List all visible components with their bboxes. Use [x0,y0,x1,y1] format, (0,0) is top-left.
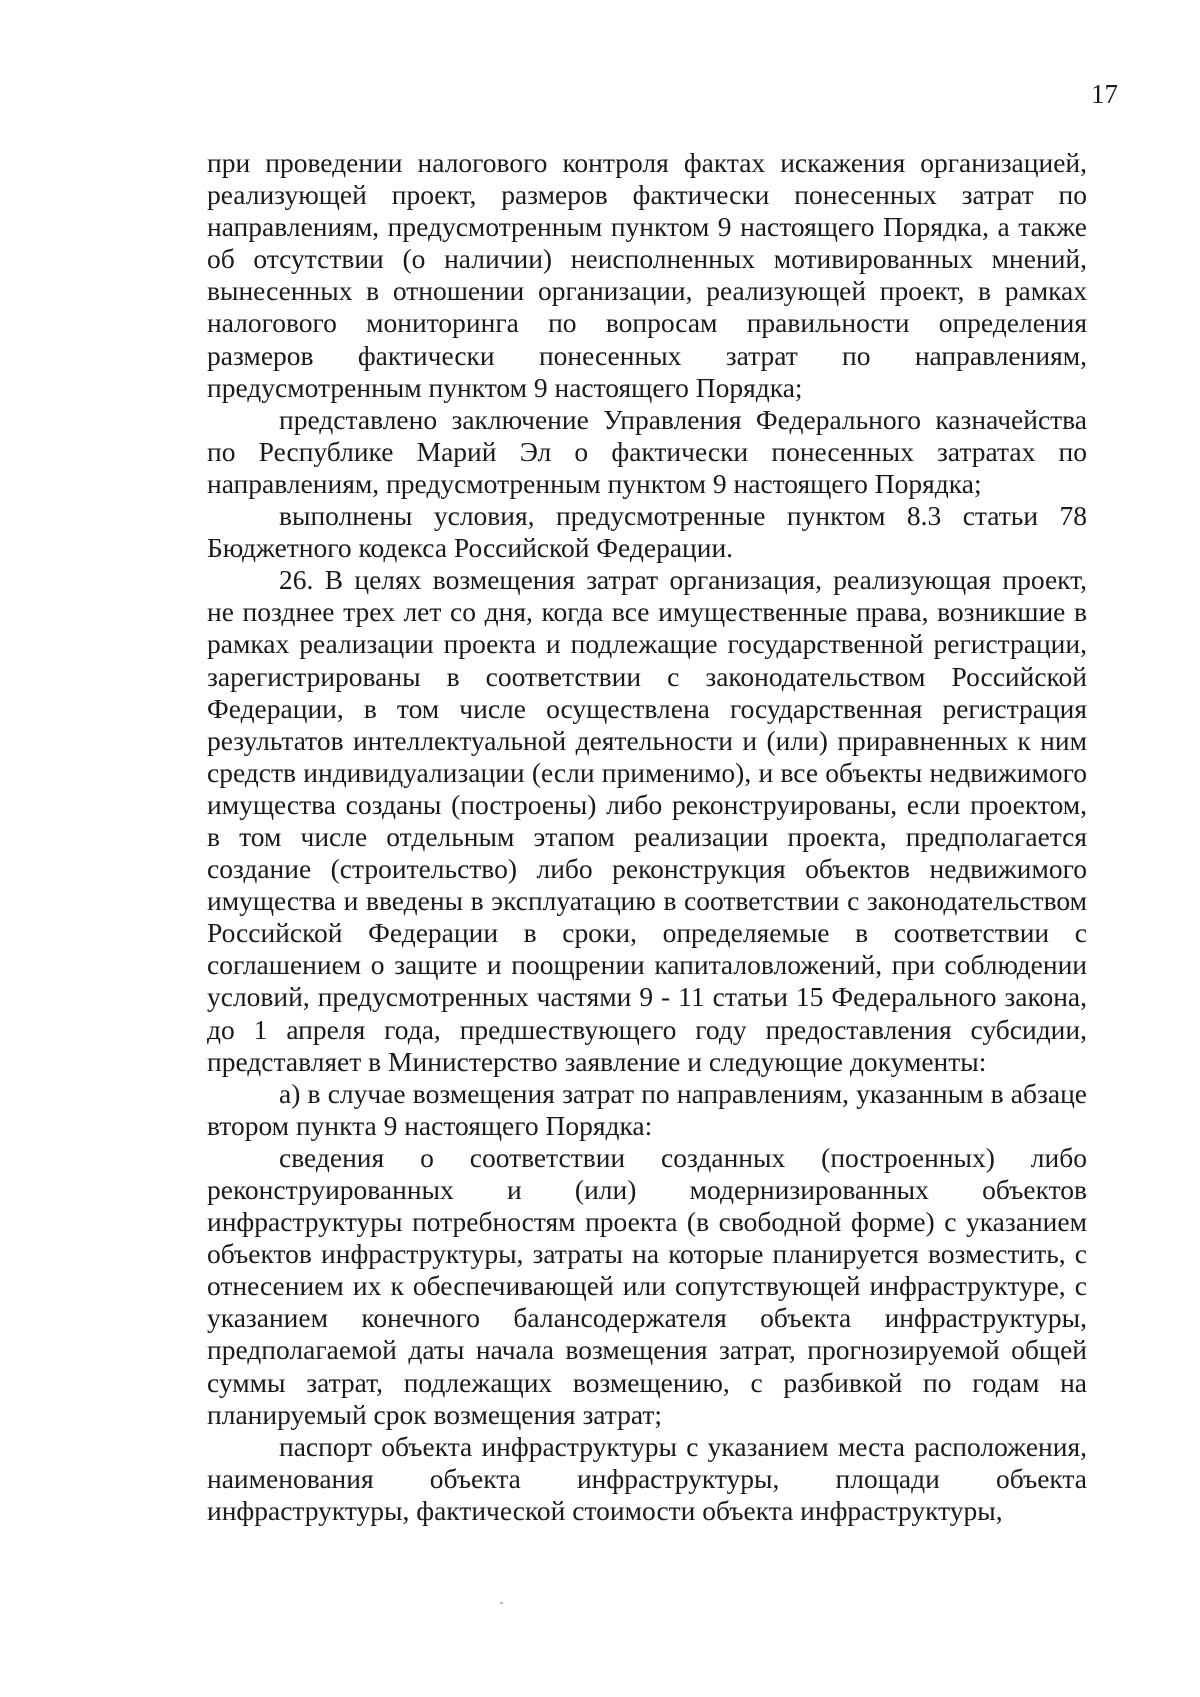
paragraph-budget-code-conditions: выполнены условия, предусмотренные пунктом 8.3 статьи 78 Бюджетного кодекса Российской Федерации. [207,500,1087,564]
paragraph-item-26: 26. В целях возмещения затрат организация, реализующая проект, не позднее трех лет со дня, когда все имущественные права, возникшие в рамках реализации проекта и подлежащие государственной регистрации, зарегистрированы в соответствии с законодательством Российской Федерации, в том числе осуществлена государственная регистрация результатов интеллектуальной деятельности и (или) приравненных к ним средств индивидуализации (если применимо), и все объекты недвижимого имущества созданы (построены) либо реконструированы, если проектом, в том числе отдельным этапом реализации проекта, предполагается создание (строительство) либо реконструкция объектов недвижимого имущества и введены в эксплуатацию в соответствии с законодательством Российской Федерации в сроки, определяемые в соответствии с соглашением о защите и поощрении капиталовложений, при соблюдении условий, предусмотренных частями 9 - 11 статьи 15 Федерального закона, до 1 апреля года, предшествующего году предоставления субсидии, представляет в Министерство заявление и следующие документы: [207,564,1087,1077]
paragraph-infrastructure-info: сведения о соответствии созданных (построенных) либо реконструированных и (или) модернизированных объектов инфраструктуры потребностям проекта (в свободной форме) с указанием объектов инфраструктуры, затраты на которые планируется возместить, с отнесением их к обеспечивающей или сопутствующей инфраструктуре, с указанием конечного балансодержателя объекта инфраструктуры, предполагаемой даты начала возмещения затрат, прогнозируемой общей суммы затрат, подлежащих возмещению, с разбивкой по годам на планируемый срок возмещения затрат; [207,1141,1087,1430]
page-number: 17 [1091,79,1118,109]
scan-artifact [500,1602,503,1604]
paragraph-infrastructure-passport: паспорт объекта инфраструктуры с указанием места расположения, наименования объекта инфраструктуры, площади объекта инфраструктуры, фактической стоимости объекта инфраструктуры, [207,1430,1087,1526]
paragraph-tax-control-continuation: при проведении налогового контроля фактах искажения организацией, реализующей проект, размеров фактически понесенных затрат по направлениям, предусмотренным пунктом 9 настоящего Порядка, а также об отсутствии (о наличии) неисполненных мотивированных мнений, вынесенных в отношении организации, реализующей проект, в рамках налогового мониторинга по вопросам правильности определения размеров фактически понесенных затрат по направлениям, предусмотренным пунктом 9 настоящего Порядка; [207,147,1087,403]
document-body [207,147,1087,1527]
paragraph-treasury-conclusion: представлено заключение Управления Федерального казначейства по Республике Марий Эл о фактически понесенных затратах по направлениям, предусмотренным пунктом 9 настоящего Порядка; [207,403,1087,499]
paragraph-subitem-a: а) в случае возмещения затрат по направлениям, указанным в абзаце втором пункта 9 настоящего Порядка: [207,1077,1087,1141]
